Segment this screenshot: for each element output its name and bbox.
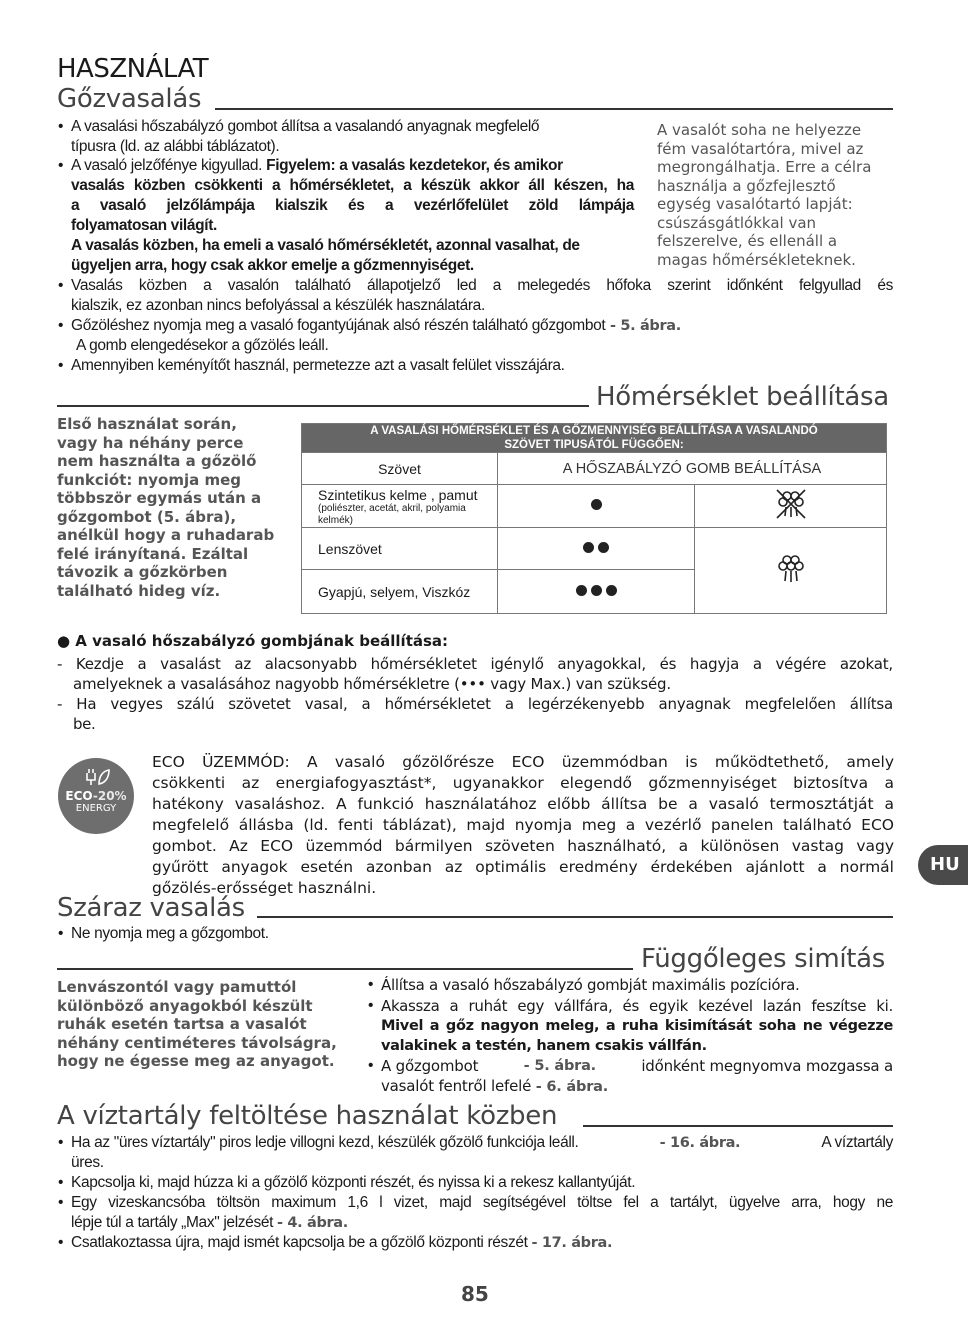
refill-line-1b: A víztartály — [821, 1134, 893, 1151]
bullet: • — [58, 357, 64, 374]
knob-line-1: - Kezdje a vasalást az alacsonyabb hőmérsékletet igénylő anyagokkal, és hagyja a végére azokat, — [57, 655, 893, 673]
steam-line-3a: A vasaló jelzőfénye kigyullad. — [71, 157, 267, 174]
note-line: távozik a gőzkörben — [57, 563, 228, 581]
eco-line: gombot. Az ECO üzemmód bármilyen szöveten használható, a különösen vastag vagy — [152, 837, 894, 855]
steam-line-11 — [71, 316, 681, 336]
vertical-heading: Függőleges simítás — [641, 944, 886, 974]
vertical-line-3: Mivel a gőz nagyon meleg, a ruha kisimítását soha ne végezze — [381, 1018, 893, 1034]
figure-ref: - 17. ábra. — [531, 1235, 613, 1251]
steam-heading: Gőzvasalás — [57, 84, 202, 114]
temperature-dot — [598, 542, 609, 553]
steam-line-11a: Gőzöléshez nyomja meg a vasaló fogantyújának alsó részén található gőzgombot — [71, 317, 606, 334]
note-line: gőzgombot (5. ábra), — [57, 507, 237, 526]
dots-cell — [498, 485, 695, 528]
language-tab: HU — [918, 845, 968, 885]
note-line: felszerelve, és ellenáll a — [657, 232, 838, 250]
dry-line: Ne nyomja meg a gőzgombot. — [71, 925, 269, 942]
temperature-heading-rule — [57, 405, 589, 407]
steam-symbol-cell — [695, 528, 887, 614]
refill-heading-rule — [583, 1125, 893, 1127]
figure-ref: - 16. ábra. — [659, 1135, 741, 1151]
bullet: • — [58, 1134, 64, 1151]
refill-line-4: Egy vizeskancsóba töltsön maximum 1,6 l vizet, majd segítségével töltse fel a tartályt, ügyelve arra, hogy ne — [71, 1194, 893, 1211]
note-line: Lenvászontól vagy pamuttól — [57, 978, 297, 996]
steam-line-1: A vasalási hőszabályzó gombot állítsa a vasalandó anyagnak megfelelő — [71, 118, 540, 135]
eco-line: megfelelő állásba (ld. fenti táblázat), majd nyomja meg a vezérlő panelen található ECO — [152, 816, 894, 834]
bullet: • — [58, 1234, 64, 1251]
eco-badge-energy: ENERGY — [75, 803, 117, 814]
bullet: • — [58, 1194, 64, 1211]
temperature-dot — [591, 585, 602, 596]
eco-energy-badge — [58, 758, 134, 834]
steam-line-3b: Figyelem: a vasalás kezdetekor, és amikor — [266, 157, 563, 174]
temperature-dot — [591, 499, 602, 510]
figure-ref: - 6. ábra. — [535, 1079, 609, 1095]
note-line: különböző anyagokból készült — [57, 996, 313, 1015]
note-line: egység vasalótartó lapját: — [657, 195, 853, 213]
note-line: nem használta a gőzölő — [57, 452, 257, 470]
note-line: ruhák esetén tartsa a vasalót — [57, 1015, 307, 1033]
steam-line-9: Vasalás közben a vasalón található állapotjelző led a melegedés hőfoka szerint időnként felgyullad és — [71, 277, 893, 294]
table-row — [302, 528, 887, 570]
refill-line-1 — [71, 1133, 893, 1153]
knob-line-4: be. — [73, 715, 96, 733]
note-line: anélkül hogy a ruhadarab — [57, 526, 275, 544]
refill-line-2: üres. — [71, 1154, 104, 1171]
dry-heading: Száraz vasalás — [57, 893, 245, 923]
note-line: magas hőmérsékleteknek. — [657, 250, 856, 269]
vertical-line-4: valakinek a testén, hanem csakis vállfán. — [381, 1038, 707, 1054]
no-steam-icon — [773, 486, 809, 522]
steam-line-12: A gomb elengedésekor a gőzölés leáll. — [76, 337, 329, 354]
fabric-name: Szintetikus kelme , pamut — [318, 487, 478, 503]
eco-description — [152, 752, 894, 899]
iron-rest-note — [657, 121, 871, 269]
note-line: felé irányítaná. Ezáltal — [57, 544, 249, 563]
knob-line-2: amelyeknek a vasalásához nagyobb hőmérsékletre (••• vagy Max.) van szükség. — [73, 675, 671, 693]
distance-note — [57, 978, 337, 1071]
fabric-cell: Lenszövet — [302, 528, 498, 570]
vertical-line-6 — [381, 1076, 608, 1097]
refill-line-5a: lépje túl a tartály „Max" jelzését — [71, 1214, 278, 1231]
fabric-column-header: Szövet — [302, 453, 498, 485]
note-line: fém vasalótartóra, mivel az — [657, 139, 864, 158]
note-line: Első használat során, — [57, 415, 237, 433]
table-header-line: SZÖVET TIPUSÁTÓL FÜGGŐEN: — [504, 439, 684, 451]
knob-heading: ● A vasaló hőszabályzó gombjának beállítása: — [57, 632, 449, 650]
refill-line-3: Kapcsolja ki, majd húzza ki a gőzölő központi részét, és nyissa ki a rekesz kallantyúját. — [71, 1174, 636, 1191]
plug-leaf-icon — [81, 768, 111, 786]
refill-line-6a: Csatlakoztassa újra, majd ismét kapcsolja be a gőzölő központi részét — [71, 1234, 532, 1251]
refill-line-5 — [71, 1213, 348, 1233]
fabric-detail: kelmék) — [318, 515, 354, 526]
vertical-line-5 — [381, 1056, 893, 1076]
note-line: A vasalót soha ne helyezze — [657, 121, 862, 139]
note-line: csúszásgátlókkal van — [657, 213, 817, 232]
bullet: • — [58, 277, 64, 294]
note-line: néhány centiméteres távolságra, — [57, 1033, 337, 1052]
bullet: • — [58, 118, 64, 135]
steam-heading-rule — [215, 108, 893, 110]
eco-line: gőzölés-erősséget használni. — [152, 879, 377, 897]
note-line: vagy ha néhány perce — [57, 433, 244, 452]
table-header-line: A VASALÁSI HŐMÉRSÉKLET ÉS A GŐZMENNYISÉG BEÁLLÍTÁSA A VASALANDÓ — [370, 425, 818, 437]
eco-line: ECO ÜZEMMÓD: A vasaló gőzölőrésze ECO üzemmódban is működtethető, amely — [152, 753, 894, 771]
vertical-line-1: Állítsa a vasaló hőszabályzó gombját maximális pozícióra. — [381, 976, 800, 994]
refill-heading: A víztartály feltöltése használat közben — [57, 1101, 558, 1131]
steam-line-3 — [71, 156, 634, 176]
note-line: használja a gőzfejlesztő — [657, 176, 836, 195]
figure-ref: - 5. ábra. — [523, 1058, 596, 1074]
bullet: • — [58, 317, 64, 334]
steam-line-13: Amennyiben keményítőt használ, permetezze azt a vasalt felület visszájára. — [71, 357, 565, 374]
note-line: többször egymás után a — [57, 489, 262, 507]
steam-line-10: kialszik, ez azonban nincs befolyással a készülék használatára. — [71, 297, 485, 314]
steam-line-7: A vasalás közben, ha emeli a vasaló hőmérsékletét, azonnal vasalhat, de — [71, 237, 580, 254]
note-line: található hideg víz. — [57, 581, 221, 600]
vertical-line-2: Akassza a ruhát egy vállfára, és egyik kezével lazán feszítse ki. — [381, 997, 893, 1015]
temperature-dot — [606, 585, 617, 596]
steam-icon — [773, 550, 809, 586]
table-header — [302, 424, 887, 453]
bullet: • — [368, 976, 374, 993]
note-line: megrongálhatja. Erre a célra — [657, 158, 872, 176]
note-line: funkciót: nyomja meg — [57, 470, 242, 489]
knob-column-header: A HŐSZABÁLYZÓ GOMB BEÁLLÍTÁSA — [498, 453, 887, 485]
figure-ref: - 4. ábra. — [277, 1215, 348, 1231]
eco-line: csökkenti az energiafogyasztást*, ugyanakkor elegendő gőzmennyiséget biztosítva a — [152, 774, 894, 792]
temperature-dot — [576, 585, 587, 596]
dry-heading-rule — [257, 916, 893, 918]
steam-line-6: folyamatosan világít. — [71, 217, 217, 234]
vertical-heading-rule — [57, 968, 633, 970]
fabric-detail: (poliészter, acetát, akril, polyamia — [318, 503, 466, 514]
steam-line-2: típusra (ld. az alábbi táblázatot). — [71, 138, 280, 155]
table-row — [302, 485, 887, 528]
temperature-heading: Hőmérséklet beállítása — [596, 382, 889, 412]
fabric-cell — [302, 485, 498, 528]
page-title: HASZNÁLAT — [57, 54, 209, 84]
steam-symbol-cell — [695, 485, 887, 528]
vertical-line-5b: időnként megnyomva mozgassa a — [641, 1057, 893, 1075]
dots-cell — [498, 528, 695, 570]
eco-line: hatékony vasaláshoz. A funkció használatához előbb állítsa be a vasaló termosztátját a — [152, 795, 894, 813]
knob-line-3: - Ha vegyes szálú szövetet vasal, a hőmérsékletet a legérzékenyebb anyagnak megfelelően állítsa — [57, 695, 893, 713]
temperature-dot — [583, 542, 594, 553]
bullet: • — [58, 925, 64, 942]
bullet: • — [368, 997, 374, 1014]
eco-badge-text: ECO — [65, 789, 93, 803]
dots-cell — [498, 570, 695, 614]
bullet: • — [58, 1174, 64, 1191]
steam-line-5: a vasaló jelzőlámpája kialszik és a vezérlőfelület zöld lámpája — [71, 197, 634, 214]
refill-line-6 — [71, 1233, 612, 1253]
steam-line-4: vasalás közben csökkenti a hőmérsékletet, a készük akkor áll készen, ha — [71, 177, 634, 194]
eco-line: gyűrött anyagok esetén azonban az optimális eredmény érdekében ajánlott a normál — [152, 858, 894, 876]
eco-badge-percent: -20% — [92, 789, 127, 803]
temperature-table — [301, 423, 887, 614]
steam-line-8: ügyeljen arra, hogy csak akkor emelje a gőzmennyiséget. — [71, 257, 474, 274]
fabric-cell: Gyapjú, selyem, Viszkóz — [302, 570, 498, 614]
vertical-line-5a: A gőzgombot — [381, 1057, 479, 1075]
bullet: • — [368, 1057, 374, 1074]
bullet: • — [58, 157, 64, 174]
first-use-note — [57, 415, 274, 600]
vertical-line-6a: vasalót fentről lefelé — [381, 1077, 536, 1095]
note-line: hogy ne égesse meg az anyagot. — [57, 1052, 335, 1070]
refill-line-1a: Ha az "üres víztartály" piros ledje villogni kezd, készülék gőzölő funkciója leáll. — [71, 1134, 579, 1151]
page-number: 85 — [461, 1282, 489, 1306]
figure-ref: - 5. ábra. — [605, 318, 681, 334]
